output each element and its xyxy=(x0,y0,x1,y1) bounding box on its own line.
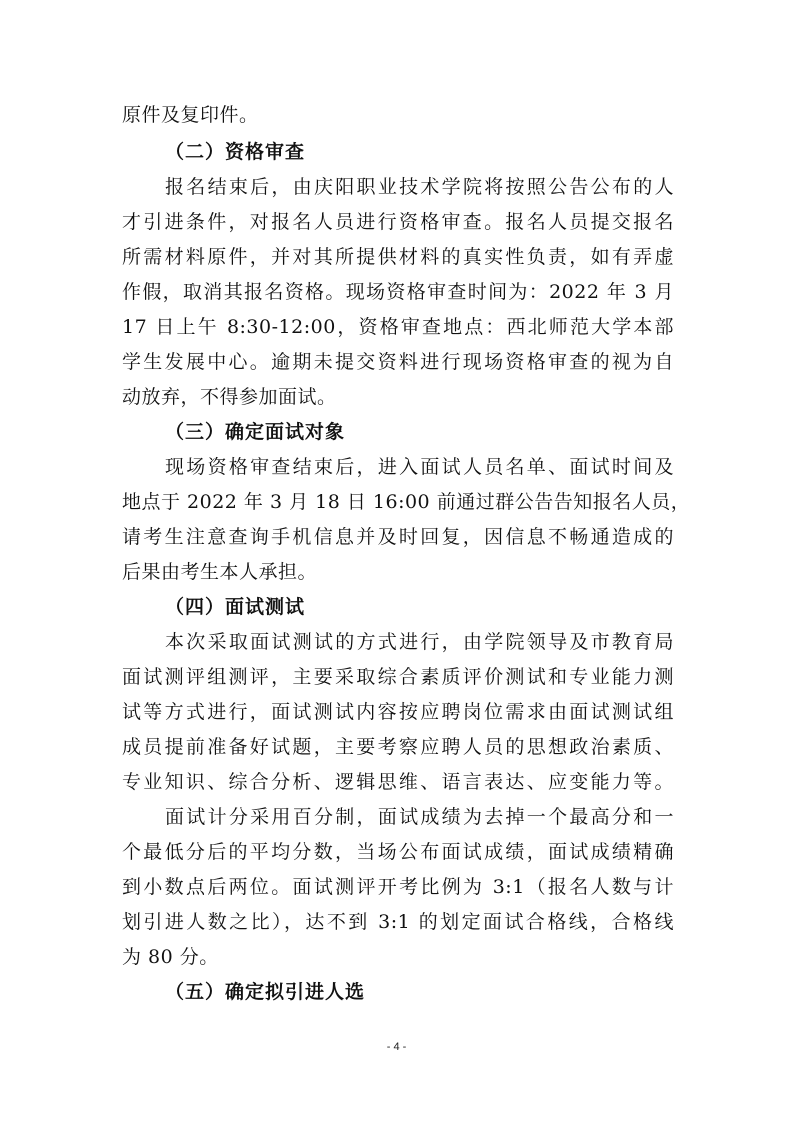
text-line: 现场资格审查结束后，进入面试人员名单、面试时间及 xyxy=(165,456,674,478)
text-line: 为 80 分。 xyxy=(122,946,219,968)
text-line: 成员提前准备好试题，主要考察应聘人员的思想政治素质、 xyxy=(122,736,674,758)
text-line: 所需材料原件，并对其所提供材料的真实性负责，如有弄虚 xyxy=(122,246,674,268)
text-line: 本次采取面试测试的方式进行，由学院领导及市教育局 xyxy=(165,631,674,653)
text-line: 作假，取消其报名资格。现场资格审查时间为：2022 年 3 月 xyxy=(122,281,674,303)
text-line: 后果由考生本人承担。 xyxy=(122,561,318,583)
section-heading: （三）确定面试对象 xyxy=(165,421,346,443)
text-line: 动放弃，不得参加面试。 xyxy=(122,386,337,408)
text-line: 试等方式进行，面试测试内容按应聘岗位需求由面试测试组 xyxy=(122,701,674,723)
text-line: 地点于 2022 年 3 月 18 日 16:00 前通过群公告告知报名人员， xyxy=(122,491,691,513)
text-line: 面试计分采用百分制，面试成绩为去掉一个最高分和一 xyxy=(165,806,674,828)
text-line: 原件及复印件。 xyxy=(122,104,259,126)
text-line: 到小数点后两位。面试测评开考比例为 3:1（报名人数与计 xyxy=(122,876,674,898)
text-line: 划引进人数之比），达不到 3:1 的划定面试合格线，合格线 xyxy=(122,911,674,933)
text-line: 面试测评组测评，主要采取综合素质评价测试和专业能力测 xyxy=(122,666,674,688)
section-heading: （五）确定拟引进人选 xyxy=(165,981,366,1003)
text-line: 学生发展中心。逾期未提交资料进行现场资格审查的视为自 xyxy=(122,351,674,373)
text-line: 报名结束后，由庆阳职业技术学院将按照公告公布的人 xyxy=(165,176,674,198)
text-line: 个最低分后的平均分数，当场公布面试成绩，面试成绩精确 xyxy=(122,841,674,863)
text-line: 专业知识、综合分析、逻辑思维、语言表达、应变能力等。 xyxy=(122,771,674,793)
text-line: 17 日上午 8:30-12:00，资格审查地点：西北师范大学本部 xyxy=(122,316,674,338)
text-line: 请考生注意查询手机信息并及时回复，因信息不畅通造成的 xyxy=(122,526,674,548)
section-heading: （二）资格审查 xyxy=(165,141,306,163)
text-line: 才引进条件，对报名人员进行资格审查。报名人员提交报名 xyxy=(122,211,674,233)
page-number: - 4 - xyxy=(386,1041,407,1053)
section-heading: （四）面试测试 xyxy=(165,596,306,618)
